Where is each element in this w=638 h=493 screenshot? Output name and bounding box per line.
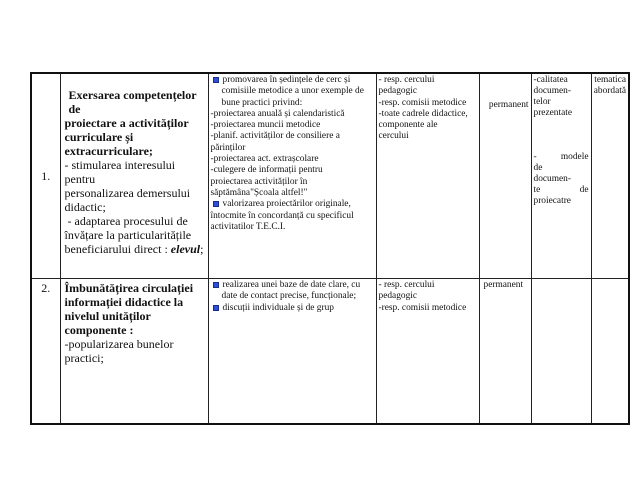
objective-cell	[60, 73, 208, 279]
responsible-cell: - resp. cercului pedagogic -resp. comisii metodice	[376, 279, 479, 425]
thematic-cell	[591, 279, 629, 425]
objective-text: -popularizarea bunelor practici;	[64, 337, 174, 365]
term-cell: permanent	[479, 73, 531, 279]
activities-cell: promovarea în ședințele de cerc și comisiile metodice a unor exemple de bune practici privind: -proiectarea anuală și calendaristică -proiectarea muncii metodice -planif. activităților de consiliere a părinților -proiectarea act. extrașcolare -culegere de informații pentru proiectarea activităților în săptămâna"Școala altfel!" valorizarea proiectărilor originale, întocmite în concordanță cu specificul activitatilor T.E.C.I.	[208, 73, 376, 279]
bullet-icon	[213, 305, 219, 311]
activities-cell: realizarea unei baze de date clare, cu date de contact precise, funcționale; discuții individuale și de grup	[208, 279, 376, 425]
bullet-icon	[213, 282, 219, 288]
evaluation-cell	[531, 279, 591, 425]
row-number: 1.	[31, 73, 60, 279]
thematic-cell: tematica abordată	[591, 73, 629, 279]
bullet-item: realizarea unei baze de date clare, cu	[211, 280, 374, 291]
evaluation-cell: -calitatea documen- telor prezentate - modele de documen- te de proiecatre	[531, 73, 591, 279]
objective-cell	[60, 279, 208, 425]
activity-plan-table	[30, 72, 630, 425]
bullet-item: promovarea în ședințele de cerc și	[211, 75, 374, 86]
term-cell: permanent	[479, 279, 531, 425]
objective-text: - stimularea interesului pentru personalizarea demersului didactic; - adaptarea procesului de învățare la particularitățile beneficiarului direct : elevul;	[64, 158, 204, 256]
row-number: 2.	[31, 279, 60, 425]
responsible-cell: - resp. cercului pedagogic -resp. comisii metodice -toate cadrele didactice, componente ale cercului	[376, 73, 479, 279]
objective-heading: Îmbunătățirea circulației informației didactice la nivelul unităților componente :	[64, 281, 194, 337]
bullet-item: discuții individuale și de grup	[211, 303, 374, 314]
bullet-icon	[213, 201, 219, 207]
table-row	[31, 73, 629, 279]
bullet-item: valorizarea proiectărilor originale,	[211, 199, 374, 210]
objective-heading: Exersarea competențelor de proiectare a activităților curriculare și extracurriculare;	[64, 88, 197, 158]
table-row	[31, 279, 629, 425]
bullet-icon	[213, 77, 219, 83]
beneficiary-emphasis: elevul	[170, 242, 201, 256]
